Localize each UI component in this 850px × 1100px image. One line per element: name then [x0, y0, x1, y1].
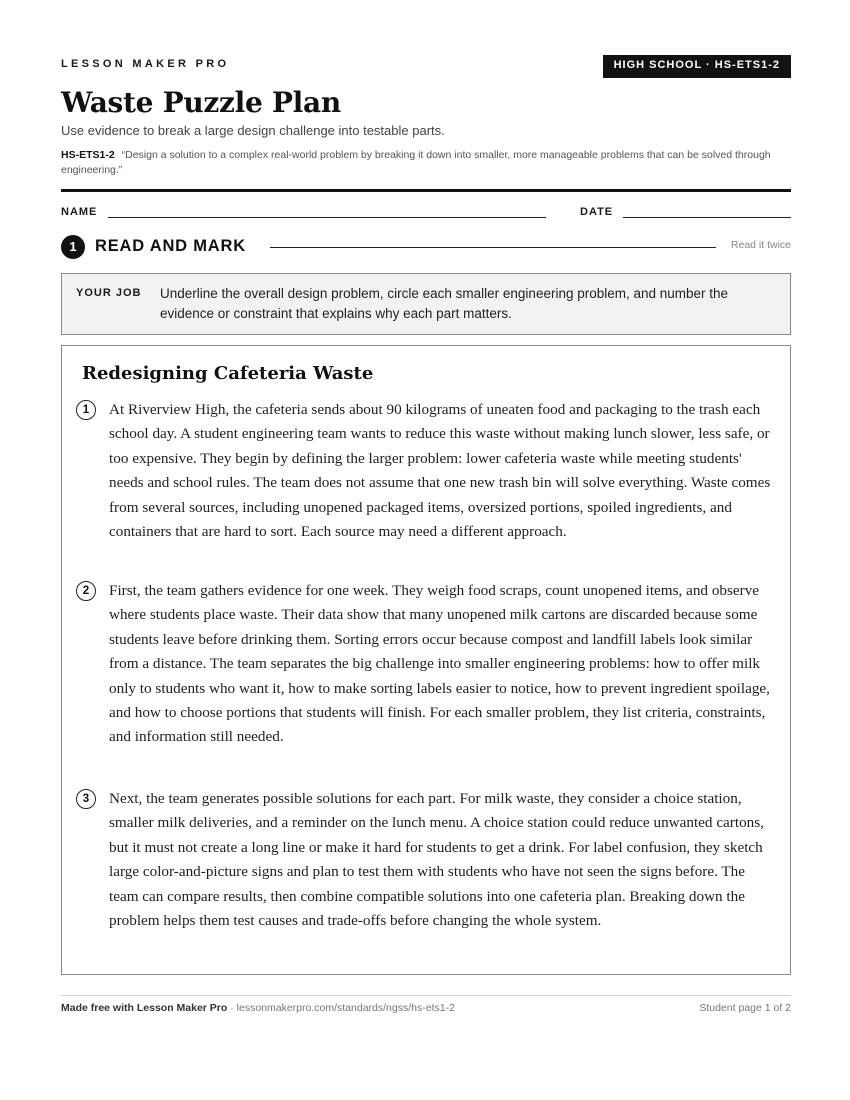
header-bar [61, 55, 791, 78]
paragraph-number: 1 [76, 400, 96, 420]
name-label: NAME [61, 206, 98, 218]
paragraph-number: 3 [76, 789, 96, 809]
date-label: DATE [580, 206, 614, 218]
worksheet-subtitle: Use evidence to break a large design challenge into testable parts. [61, 123, 445, 138]
date-field[interactable] [623, 217, 791, 218]
reading-title: Redesigning Cafeteria Waste [82, 363, 374, 384]
section-number-badge: 1 [61, 235, 85, 259]
name-field[interactable] [108, 217, 546, 218]
section-divider [270, 247, 716, 248]
worksheet-title: Waste Puzzle Plan [61, 86, 341, 119]
your-job-label: YOUR JOB [76, 287, 142, 299]
brand-name: LESSON MAKER PRO [61, 58, 230, 70]
section-note: Read it twice [730, 239, 791, 251]
footer-credit [61, 1002, 455, 1014]
standard-text: “Design a solution to a complex real-world problem by breaking it down into smaller, more manageable problems that can be solved through engineering.” [61, 149, 771, 176]
reading-passage-box [61, 345, 791, 975]
paragraph-text: First, the team gathers evidence for one week. They weigh food scraps, count unopened items, and observe where students place waste. Their data show that many unopened milk cartons are discarded because some students leave before drinking them. Sorting errors occur because compost and landfill labels look similar from a distance. The team separates the big challenge into smaller engineering problems: how to offer milk only to students who want it, how to make sorting labels easier to notice, how to prevent ingredient spoilage, and how to choose portions that students will finish. For each smaller problem, they list criteria, constraints, and information still needed. [109, 582, 770, 746]
section-1-header [61, 235, 791, 259]
standard-code: HS-ETS1-2 [61, 149, 115, 161]
footer-divider [61, 995, 791, 996]
section-title: READ AND MARK [95, 237, 246, 255]
paragraph-text: At Riverview High, the cafeteria sends about 90 kilograms of uneaten food and packaging to the trash each school day. A student engineering team wants to reduce this waste without making lunch slower, less safe, or too expensive. They begin by defining the larger problem: lower cafeteria waste while meeting students' needs and school rules. The team does not assume that one new trash bin will solve everything. Waste comes from several sources, including unopened packaged items, oversized portions, spoiled ingredients, and containers that are hard to sort. Each source may need a different approach. [109, 401, 771, 541]
footer-made-with: Made free with Lesson Maker Pro [61, 1002, 228, 1014]
worksheet-page [61, 0, 791, 1100]
paragraph-number: 2 [76, 581, 96, 601]
footer-page-number: Student page 1 of 2 [699, 1002, 791, 1014]
your-job-box [61, 273, 791, 335]
paragraph-text: Next, the team generates possible solutions for each part. For milk waste, they consider a choice station, smaller milk deliveries, and a reminder on the lunch menu. A choice station could reduce unwanted cartons, but it must not create a long line or make it hard for students to get a drink. For label confusion, they sketch large color-and-picture signs and plan to test them with students who have not seen the signs before. The team can compare results, then combine compatible solutions into one cafeteria plan. Breaking down the problem helps them test causes and trade-offs before changing the whole system. [109, 790, 764, 930]
header-divider [61, 189, 791, 192]
footer-url[interactable]: · lessonmakerpro.com/standards/ngss/hs-ets1-2 [227, 1002, 455, 1014]
name-date-row [61, 206, 791, 222]
standard-statement [61, 148, 791, 178]
grade-standard-badge: HIGH SCHOOL · HS-ETS1-2 [603, 55, 791, 78]
your-job-instructions: Underline the overall design problem, circle each smaller engineering problem, and number the evidence or constraint that explains why each part matters. [160, 286, 729, 321]
